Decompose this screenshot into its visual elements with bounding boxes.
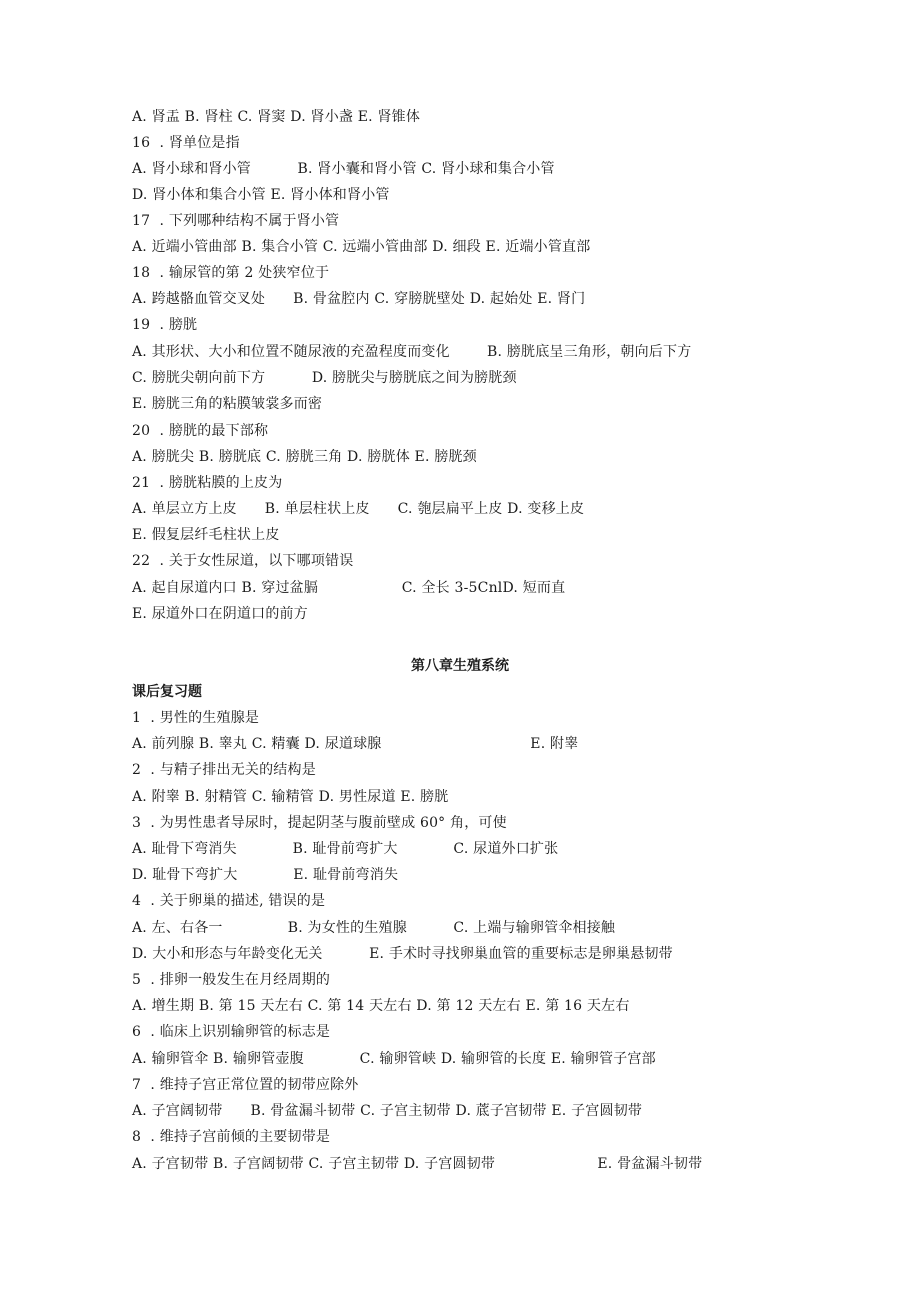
option-line: A. 肾小球和肾小管 B. 肾小囊和肾小管 C. 肾小球和集合小管 [132,161,555,177]
question-7: 7 . 维持子宫正常位置的韧带应除外 [132,1077,359,1093]
question-21: 21 . 膀胱粘膜的上皮为 [132,475,283,491]
option-line: A. 肾盂 B. 肾柱 C. 肾窦 D. 肾小盏 E. 肾锥体 [132,109,421,125]
question-8: 8 . 维持子宫前倾的主要韧带是 [132,1129,331,1145]
option-line: A. 子宫韧带 B. 子宫阔韧带 C. 子宫主韧带 D. 子宫圆韧带 E. 骨盆漏斗韧带 [132,1156,703,1172]
option-line: D. 耻骨下弯扩大 E. 耻骨前弯消失 [132,867,399,883]
option-line: A. 近端小管曲部 B. 集合小管 C. 远端小管曲部 D. 细段 E. 近端小管直部 [132,239,591,255]
question-19: 19 . 膀胱 [132,317,198,333]
option-line: A. 左、右各一 B. 为女性的生殖腺 C. 上端与输卵管伞相接触 [132,920,616,936]
question-6: 6 . 临床上识别输卵管的标志是 [132,1024,331,1040]
question-17: 17 . 下列哪种结构不属于肾小管 [132,213,340,229]
option-line: A. 耻骨下弯消失 B. 耻骨前弯扩大 C. 尿道外口扩张 [132,841,559,857]
option-line: A. 其形状、大小和位置不随尿液的充盈程度而变化 B. 膀胱底呈三角形，朝向后下方 [132,344,692,360]
question-3: 3 . 为男性患者导尿时，提起阴茎与腹前壁成 60° 角，可使 [132,815,507,831]
option-line: A. 膀胱尖 B. 膀胱底 C. 膀胱三角 D. 膀胱体 E. 膀胱颈 [132,449,477,465]
question-20: 20 . 膀胱的最下部称 [132,423,269,439]
option-line: A. 起自尿道内口 B. 穿过盆膈 C. 全长 3-5CnlD. 短而直 [132,580,566,596]
option-line: A. 跨越骼血管交叉处 B. 骨盆腔内 C. 穿膀胱壁处 D. 起始处 E. 肾门 [132,291,586,307]
option-line: D. 肾小体和集合小管 E. 肾小体和肾小管 [132,187,390,203]
option-line: A. 输卵管伞 B. 输卵管壶腹 C. 输卵管峡 D. 输卵管的长度 E. 输卵管子宫部 [132,1051,656,1067]
question-18: 18 . 输尿管的第 2 处狭窄位于 [132,265,330,281]
option-line: A. 子宫阔韧带 B. 骨盆漏斗韧带 C. 子宫主韧带 D. 菧子宫韧带 E. 子宫圆韧带 [132,1103,643,1119]
option-line: A. 前列腺 B. 睾丸 C. 精囊 D. 尿道球腺 E. 附睾 [132,736,579,752]
option-line: E. 膀胱三角的粘膜皱裳多而密 [132,396,323,412]
option-line: A. 增生期 B. 第 15 天左右 C. 第 14 天左右 D. 第 12 天左右 E. 第 16 天左右 [132,998,630,1014]
option-line: E. 假复层纤毛柱状上皮 [132,527,280,543]
question-5: 5 . 排卵一般发生在月经周期的 [132,972,331,988]
section-title: 课后复习题 [132,684,202,700]
option-line: E. 尿道外口在阴道口的前方 [132,606,308,622]
chapter-title: 第八章生殖系统 [411,658,509,674]
option-line: C. 膀胱尖朝向前下方 D. 膀胱尖与膀胱底之间为膀胱颈 [132,370,517,386]
question-22: 22 . 关于女性尿道，以下哪项错误 [132,553,354,569]
question-16: 16 . 肾单位是指 [132,135,240,151]
option-line: A. 附睾 B. 射精管 C. 输精管 D. 男性尿道 E. 膀胱 [132,789,449,805]
question-4: 4 . 关于卵巢的描述, 错误的是 [132,893,326,909]
option-line: D. 大小和形态与年龄变化无关 E. 手术时寻找卵巢血管的重要标志是卵巢悬韧带 [132,946,673,962]
question-2: 2 . 与精子排出无关的结构是 [132,762,316,778]
question-1: 1 . 男性的生殖腺是 [132,710,260,726]
option-line: A. 单层立方上皮 B. 单层柱状上皮 C. 匏层扁平上皮 D. 变移上皮 [132,501,585,517]
